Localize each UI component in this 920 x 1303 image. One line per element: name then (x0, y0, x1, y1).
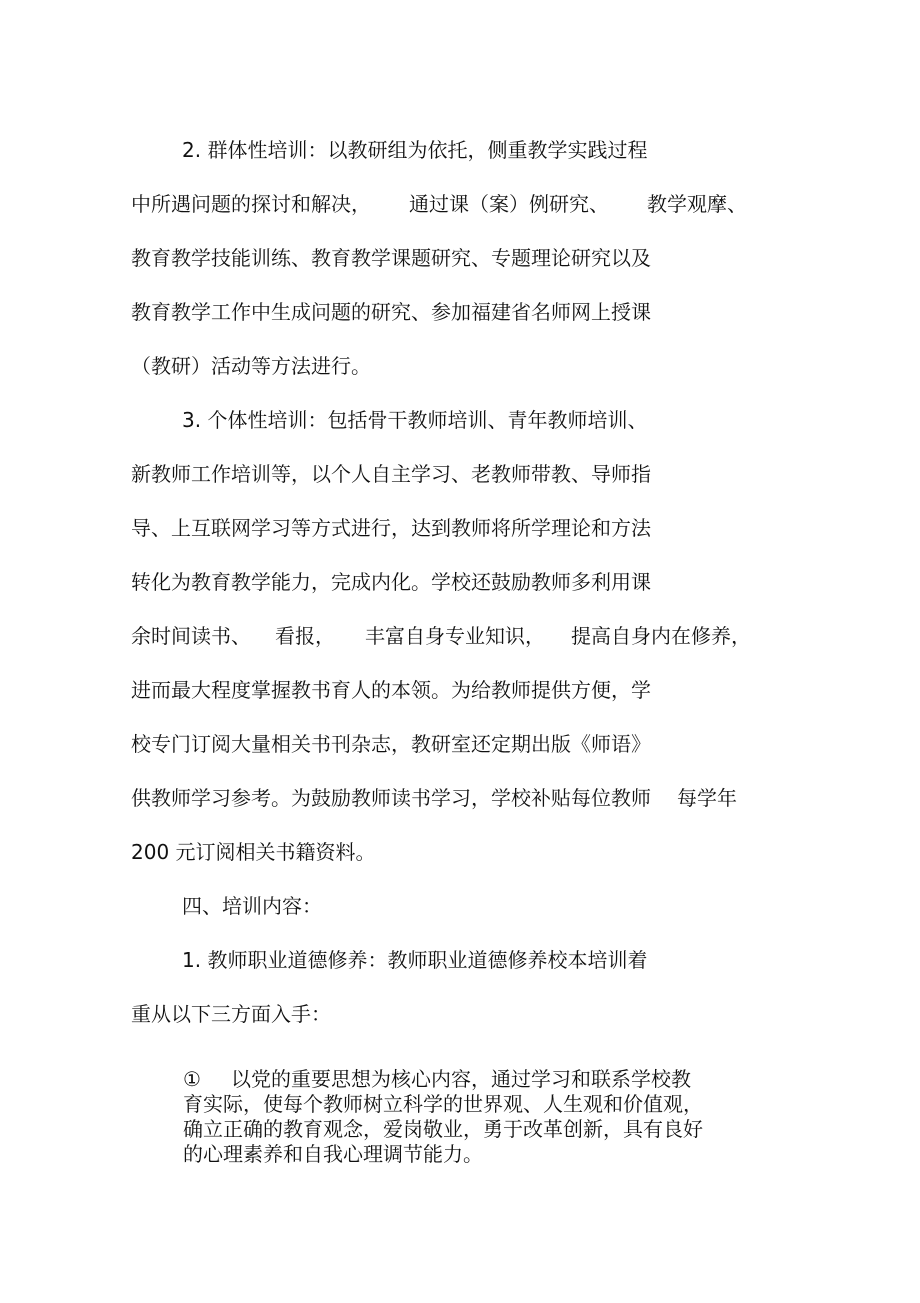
item2-text-2b: 通过课（案）例研究、 (409, 192, 609, 216)
sub-item-1 (183, 1067, 703, 1167)
sub-item-1-line-1 (183, 1067, 703, 1092)
item3-line-1 (182, 408, 647, 432)
sub-item-1-text-2: 育实际，使每个教师树立科学的世界观、人生观和价值观， (183, 1092, 703, 1116)
section4-item1-text-2: 重从以下三方面入手： (131, 1002, 331, 1026)
item3-line-7 (131, 732, 651, 756)
item2-text-2a: 中所遇问题的探讨和解决， (131, 192, 371, 216)
item3-line-2 (131, 462, 651, 486)
item2-text-2c: 教学观摩、 (647, 192, 747, 216)
item3-text-7: 校专门订阅大量相关书刊杂志，教研室还定期出版《师语》 (131, 732, 651, 756)
item3-line-9 (131, 840, 376, 864)
item2-line-1 (182, 138, 647, 162)
item3-text-5c: 丰富自身专业知识， (365, 624, 545, 648)
item2-text-4: 教育教学工作中生成问题的研究、参加福建省名师网上授课 (131, 300, 651, 324)
item3-line-8 (131, 786, 737, 810)
sub-item-1-text-4: 的心理素养和自我心理调节能力。 (183, 1142, 483, 1166)
item2-text-1: 2. 群体性培训：以教研组为依托，侧重教学实践过程 (182, 138, 648, 162)
section4-item1-text-1: 1. 教师职业道德修养：教师职业道德修养校本培训着 (182, 948, 648, 972)
item3-line-3 (131, 516, 651, 540)
item2-text-5: （教研）活动等方法进行。 (131, 354, 371, 378)
item3-text-5d: 提高自身内在修养， (571, 624, 751, 648)
item2-line-5 (131, 354, 371, 378)
sub-item-1-text-3: 确立正确的教育观念，爱岗敬业，勇于改革创新，具有良好 (183, 1117, 703, 1141)
item3-text-5b: 看报， (275, 624, 335, 648)
item3-text-1: 3. 个体性培训：包括骨干教师培训、青年教师培训、 (182, 408, 648, 432)
item3-line-5 (131, 624, 751, 648)
item2-line-4 (131, 300, 651, 324)
item3-text-2: 新教师工作培训等，以个人自主学习、老教师带教、导师指 (131, 462, 651, 486)
sub-item-1-line-3 (183, 1117, 703, 1142)
sub-item-1-line-4 (183, 1142, 703, 1167)
item3-text-8a: 供教师学习参考。为鼓励教师读书学习，学校补贴每位教师 (131, 786, 651, 810)
sub-item-1-text-1: 以党的重要思想为核心内容，通过学习和联系学校教 (231, 1067, 691, 1091)
item2-line-3 (131, 246, 651, 270)
item3-text-8b: 每学年 (677, 786, 737, 810)
section4-heading-text: 四、培训内容： (182, 894, 322, 918)
section4-item1-line-1 (182, 948, 647, 972)
item3-line-6 (131, 678, 651, 702)
item2-line-2 (131, 192, 747, 216)
item3-text-4: 转化为教育教学能力，完成内化。学校还鼓励教师多利用课 (131, 570, 651, 594)
item2-text-3: 教育教学技能训练、教育教学课题研究、专题理论研究以及 (131, 246, 651, 270)
section4-item1-line-2 (131, 1002, 331, 1026)
item3-text-5a: 余时间读书、 (131, 624, 251, 648)
item3-text-3: 导、上互联网学习等方式进行，达到教师将所学理论和方法 (131, 516, 651, 540)
item3-line-4 (131, 570, 651, 594)
item3-text-9: 200 元订阅相关书籍资料。 (131, 840, 376, 864)
section4-heading (182, 894, 322, 918)
item3-text-6: 进而最大程度掌握教书育人的本领。为给教师提供方便，学 (131, 678, 651, 702)
circled-number-marker: ① (183, 1067, 201, 1091)
sub-item-1-line-2 (183, 1092, 703, 1117)
